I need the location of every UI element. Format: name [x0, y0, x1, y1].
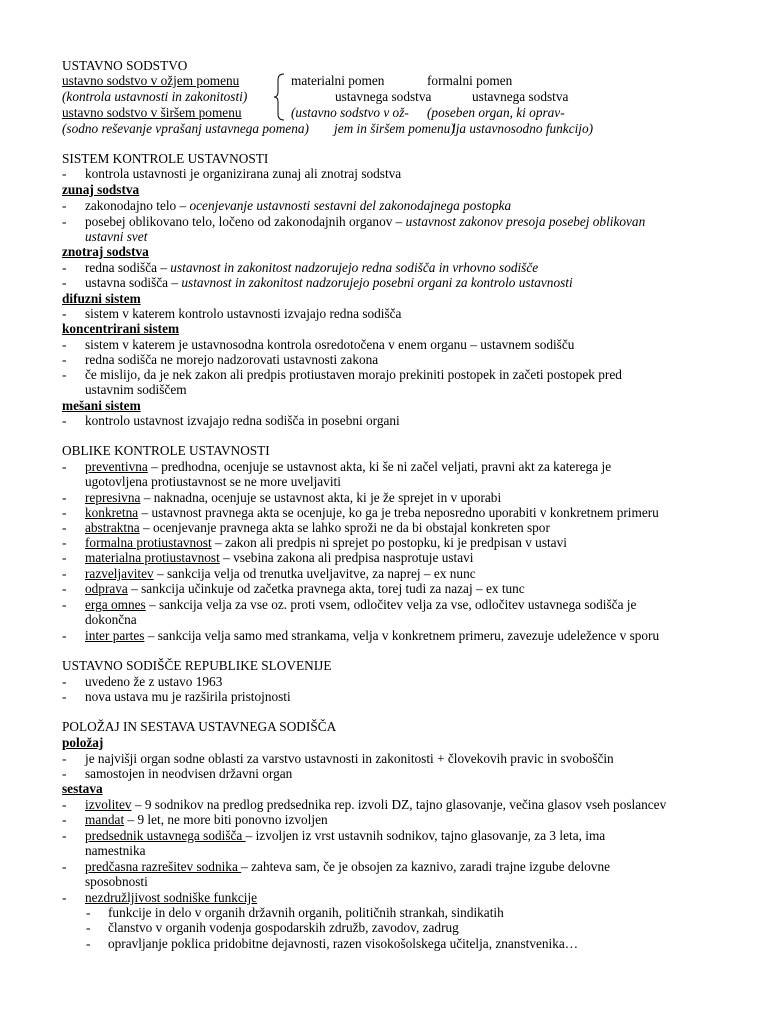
- def-broad-sense: ustavno sodstvo v širšem pomenu: [62, 105, 242, 120]
- section-title-ustavno-sodstvo: USTAVNO SODSTVO: [62, 58, 188, 73]
- bullet-text: nova ustava mu je razširila pristojnosti: [85, 689, 291, 704]
- subheading-koncentrirani-sistem: koncentrirani sistem: [62, 321, 180, 336]
- bullet-dash: -: [62, 306, 67, 321]
- bullet-dash: -: [62, 367, 67, 382]
- form-item-continuation: ugotovljena protiustavnost se ne more uveljaviti: [85, 474, 341, 489]
- bullet-text: redna sodišča ne morejo nadzorovati ustavnosti zakona: [85, 352, 379, 367]
- def-narrow-sense: ustavno sodstvo v ožjem pomenu: [62, 73, 240, 88]
- bullet-dash: -: [62, 797, 67, 812]
- bullet-dash: -: [62, 597, 67, 612]
- bullet-dash: -: [62, 166, 67, 181]
- sub-bullet-dash: -: [86, 936, 91, 951]
- def-broad-sense-note: (sodno reševanje vprašanj ustavnega pomena): [62, 121, 309, 136]
- bullet-dash: -: [62, 751, 67, 766]
- bullet-text: posebej oblikovano telo, ločeno od zakonodajnih organov – ustavnost zakonov presoja posebej oblikovan: [85, 214, 646, 229]
- formal-meaning-note: (poseben organ, ki oprav-: [427, 105, 565, 120]
- bullet-dash: -: [62, 859, 67, 874]
- section-title-sistem-kontrole: SISTEM KONTROLE USTAVNOSTI: [62, 151, 269, 166]
- bullet-dash: -: [62, 581, 67, 596]
- sub-bullet-text: članstvo v organih vodenja gospodarskih združb, zavodov, zadrug: [108, 920, 459, 935]
- bullet-continuation: ustavnim sodiščem: [85, 382, 187, 397]
- bullet-dash: -: [62, 689, 67, 704]
- bullet-text: zakonodajno telo – ocenjevanje ustavnosti sestavni del zakonodajnega postopka: [85, 198, 512, 213]
- composition-item-continuation: sposobnosti: [85, 874, 148, 889]
- bullet-text: uvedeno že z ustavo 1963: [85, 674, 223, 689]
- bullet-text: samostojen in neodvisen državni organ: [85, 766, 293, 781]
- brace-icon: [274, 72, 292, 122]
- bullet-dash: -: [62, 337, 67, 352]
- form-item: represivna – naknadna, ocenjuje se ustavnost akta, ki je že sprejet in v uporabi: [85, 490, 502, 505]
- sub-bullet-text: funkcije in delo v organih državnih organih, političnih strankah, sindikatih: [108, 905, 504, 920]
- bullet-dash: -: [62, 766, 67, 781]
- bullet-dash: -: [62, 566, 67, 581]
- bullet-text: je najvišji organ sodne oblasti za varstvo ustavnosti in zakonitosti + človekovih pravic in svoboščin: [85, 751, 614, 766]
- subheading-difuzni-sistem: difuzni sistem: [62, 291, 141, 306]
- composition-item: predsednik ustavnega sodišča – izvoljen iz vrst ustavnih sodnikov, tajno glasovanje, za 3 leta, ima: [85, 828, 606, 843]
- formal-meaning-label: formalni pomen: [427, 73, 513, 88]
- composition-item: nezdružljivost sodniške funkcije: [85, 890, 258, 905]
- sub-bullet-text: opravljanje poklica pridobitne dejavnosti, razen visokošolskega učitelja, znanstvenika…: [108, 936, 579, 951]
- composition-item: izvolitev – 9 sodnikov na predlog predsednika rep. izvoli DZ, tajno glasovanje, večina glasov vseh poslancev: [85, 797, 667, 812]
- bullet-text: kontrolo ustavnost izvajajo redna sodišča in posebni organi: [85, 413, 400, 428]
- subheading-zunaj-sodstva: zunaj sodstva: [62, 182, 140, 197]
- bullet-dash: -: [62, 459, 67, 474]
- bullet-text: redna sodišča – ustavnost in zakonitost nadzorujejo redna sodišča in vrhovno sodišče: [85, 260, 539, 275]
- material-meaning-note-2: jem in širšem pomenu): [334, 121, 455, 136]
- composition-item-continuation: namestnika: [85, 843, 146, 858]
- sub-bullet-dash: -: [86, 905, 91, 920]
- bullet-continuation: ustavni svet: [85, 229, 148, 244]
- bullet-text: sistem v katerem je ustavnosodna kontrola osredotočena v enem organu – ustavnem sodišču: [85, 337, 575, 352]
- bullet-dash: -: [62, 890, 67, 905]
- bullet-text: ustavna sodišča – ustavnost in zakonitost nadzorujejo posebni organi za kontrolo ustavnosti: [85, 275, 573, 290]
- bullet-text: kontrola ustavnosti je organizirana zunaj ali znotraj sodstva: [85, 166, 402, 181]
- composition-item: predčasna razrešitev sodnika – zahteva sam, če je obsojen za kaznivo, zaradi trajne izgube delovne: [85, 859, 610, 874]
- form-item: razveljavitev – sankcija velja od trenutka uveljavitve, za naprej – ex nunc: [85, 566, 476, 581]
- form-item: inter partes – sankcija velja samo med strankama, velja v konkretnem primeru, zavezuje udeležence v sporu: [85, 628, 660, 643]
- bullet-dash: -: [62, 490, 67, 505]
- subheading-mesani-sistem: mešani sistem: [62, 398, 141, 413]
- form-item-continuation: dokončna: [85, 612, 137, 627]
- bullet-dash: -: [62, 505, 67, 520]
- bullet-dash: -: [62, 674, 67, 689]
- section-title-polozaj-sestava: POLOŽAJ IN SESTAVA USTAVNEGA SODIŠČA: [62, 719, 337, 734]
- form-item: erga omnes – sankcija velja za vse oz. proti vsem, odločitev velja za vse, odločitev ustavnega sodišča je: [85, 597, 637, 612]
- bullet-dash: -: [62, 628, 67, 643]
- form-item: odprava – sankcija učinkuje od začetka pravnega akta, torej tudi za nazaj – ex tunc: [85, 581, 525, 596]
- material-meaning-note: (ustavno sodstvo v ož-: [291, 105, 409, 120]
- composition-item: mandat – 9 let, ne more biti ponovno izvoljen: [85, 812, 328, 827]
- formal-meaning-label-2: ustavnega sodstva: [472, 89, 569, 104]
- material-meaning-label-2: ustavnega sodstva: [335, 89, 432, 104]
- bullet-dash: -: [62, 413, 67, 428]
- section-title-oblike-kontrole: OBLIKE KONTROLE USTAVNOSTI: [62, 443, 270, 458]
- bullet-dash: -: [62, 535, 67, 550]
- bullet-dash: -: [62, 198, 67, 213]
- bullet-dash: -: [62, 275, 67, 290]
- bullet-dash: -: [62, 352, 67, 367]
- form-item: preventivna – predhodna, ocenjuje se ustavnost akta, ki še ni začel veljati, pravni akt za katerega je: [85, 459, 612, 474]
- form-item: materialna protiustavnost – vsebina zakona ali predpisa nasprotuje ustavi: [85, 550, 474, 565]
- bullet-text: sistem v katerem kontrolo ustavnosti izvajajo redna sodišča: [85, 306, 402, 321]
- form-item: konkretna – ustavnost pravnega akta se ocenjuje, ko ga je treba neposredno uporabiti v konkretnem primeru: [85, 505, 659, 520]
- bullet-text: če mislijo, da je nek zakon ali predpis protiustaven morajo prekiniti postopek in začeti postopek pred: [85, 367, 622, 382]
- subheading-znotraj-sodstva: znotraj sodstva: [62, 244, 149, 259]
- bullet-dash: -: [62, 812, 67, 827]
- def-narrow-sense-note: (kontrola ustavnosti in zakonitosti): [62, 89, 248, 104]
- formal-meaning-note-2: lja ustavnosodno funkcijo): [452, 121, 594, 136]
- sub-bullet-dash: -: [86, 920, 91, 935]
- bullet-dash: -: [62, 214, 67, 229]
- bullet-dash: -: [62, 260, 67, 275]
- material-meaning-label: materialni pomen: [291, 73, 385, 88]
- form-item: formalna protiustavnost – zakon ali predpis ni sprejet po postopku, ki je predpisan v ustavi: [85, 535, 567, 550]
- bullet-dash: -: [62, 828, 67, 843]
- form-item: abstraktna – ocenjevanje pravnega akta se lahko sproži ne da bi obstajal konkreten spor: [85, 520, 550, 535]
- subheading-sestava: sestava: [62, 781, 103, 796]
- bullet-dash: -: [62, 550, 67, 565]
- bullet-dash: -: [62, 520, 67, 535]
- section-title-ustavno-sodisce: USTAVNO SODIŠČE REPUBLIKE SLOVENIJE: [62, 658, 332, 673]
- subheading-polozaj: položaj: [62, 735, 104, 750]
